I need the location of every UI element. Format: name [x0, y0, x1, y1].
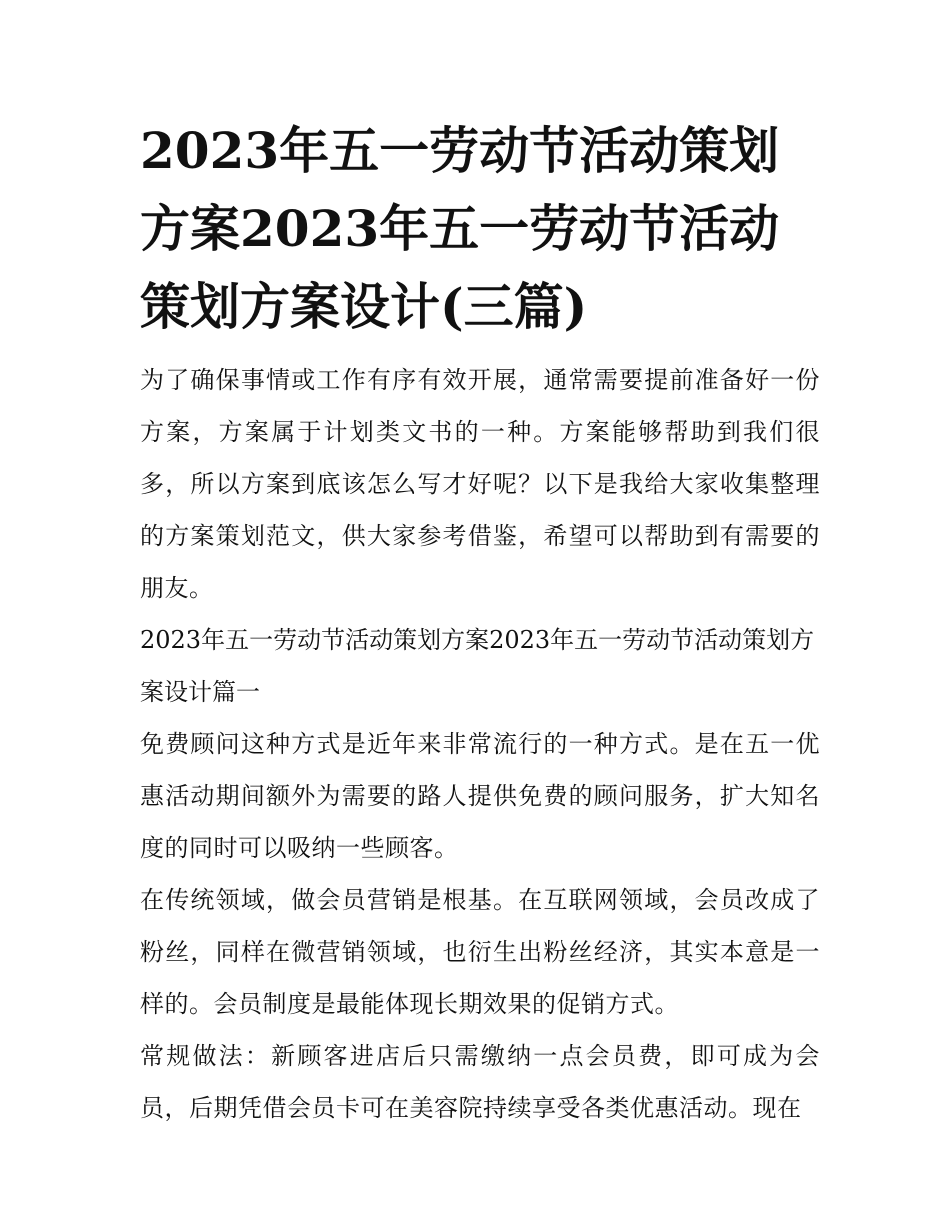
- body-paragraph-1: 免费顾问这种方式是近年来非常流行的一种方式。是在五一优惠活动期间额外为需要的路人提供免费的顾问服务，扩大知名度的同时可以吸纳一些顾客。: [140, 730, 820, 862]
- document-title: 2023年五一劳动节活动策划方案2023年五一劳动节活动策划方案设计(三篇): [140, 121, 780, 336]
- document-page: [140, 112, 820, 1134]
- section-heading: 2023年五一劳动节活动策划方案2023年五一劳动节活动策划方案设计篇一: [140, 626, 815, 706]
- body-paragraph-3: 常规做法：新顾客进店后只需缴纳一点会员费，即可成为会员，后期凭借会员卡可在美容院持续享受各类优惠活动。现在: [140, 1042, 820, 1122]
- body-paragraph-2: 在传统领域，做会员营销是根基。在互联网领域，会员改成了粉丝，同样在微营销领域，也衍生出粉丝经济，其实本意是一样的。会员制度是最能体现长期效果的促销方式。: [140, 886, 820, 1018]
- intro-paragraph: 为了确保事情或工作有序有效开展，通常需要提前准备好一份方案，方案属于计划类文书的一种。方案能够帮助到我们很多，所以方案到底该怎么写才好呢？以下是我给大家收集整理的方案策划范文，供大家参考借鉴，希望可以帮助到有需要的朋友。: [140, 366, 820, 602]
